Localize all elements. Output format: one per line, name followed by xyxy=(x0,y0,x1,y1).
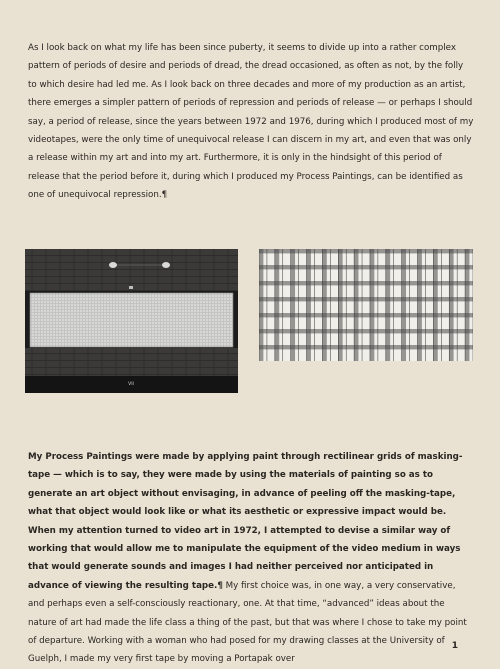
body-paragraph-2 xyxy=(28,448,474,669)
page-number: 1 xyxy=(451,641,458,651)
paragraph-2-regular-text: My first choice was, in one way, a very conservative, and perhaps even a self-consciously reactionary, one. At that time, “advanced” ideas about the nature of art had made the life class a thing of the past, but that was where I chose to take my point of departure. Working with a woman who had posed for my drawing classes at the University of Guelph, I made my very first tape by moving a Portapak over xyxy=(28,580,467,665)
process-painting-grid xyxy=(259,249,473,361)
body-paragraph-1: As I look back on what my life has been since puberty, it seems to divide up into a rather complex pattern of periods of desire and periods of dread, the dread occasioned, as often as not, by the folly to which desire had led me. As I look back on three decades and more of my production as an artist, there emerges a simpler pattern of periods of repression and periods of release — or perhaps I should say, a period of release, since the years between 1972 and 1976, during which I produced most of my videotapes, were the only time of unequivocal release I can discern in my art, and even that was only a release within my art and into my art. Furthermore, it is only in the hindsight of this period of release that the period before it, during which I produced my Process Paintings, can be identified as one of unequivocal repression.¶ xyxy=(28,43,474,201)
gallery-installation-photo xyxy=(25,249,238,393)
paragraph-2-bold-text: My Process Paintings were made by applying paint through rectilinear grids of masking-tape — which is to say, they were made by using the materials of painting so as to generate an art object without envisaging, in advance of peeling off the masking-tape, what that object would look like or what its aesthetic or expressive impact would be. When my attention turned to video art in 1972, I attempted to devise a similar way of working that would allow me to manipulate the equipment of the video medium in ways that would generate sounds and images I had neither perceived nor anticipated in advance of viewing the resulting tape.¶ xyxy=(28,452,463,591)
figure-left-caption: VII xyxy=(128,382,134,387)
